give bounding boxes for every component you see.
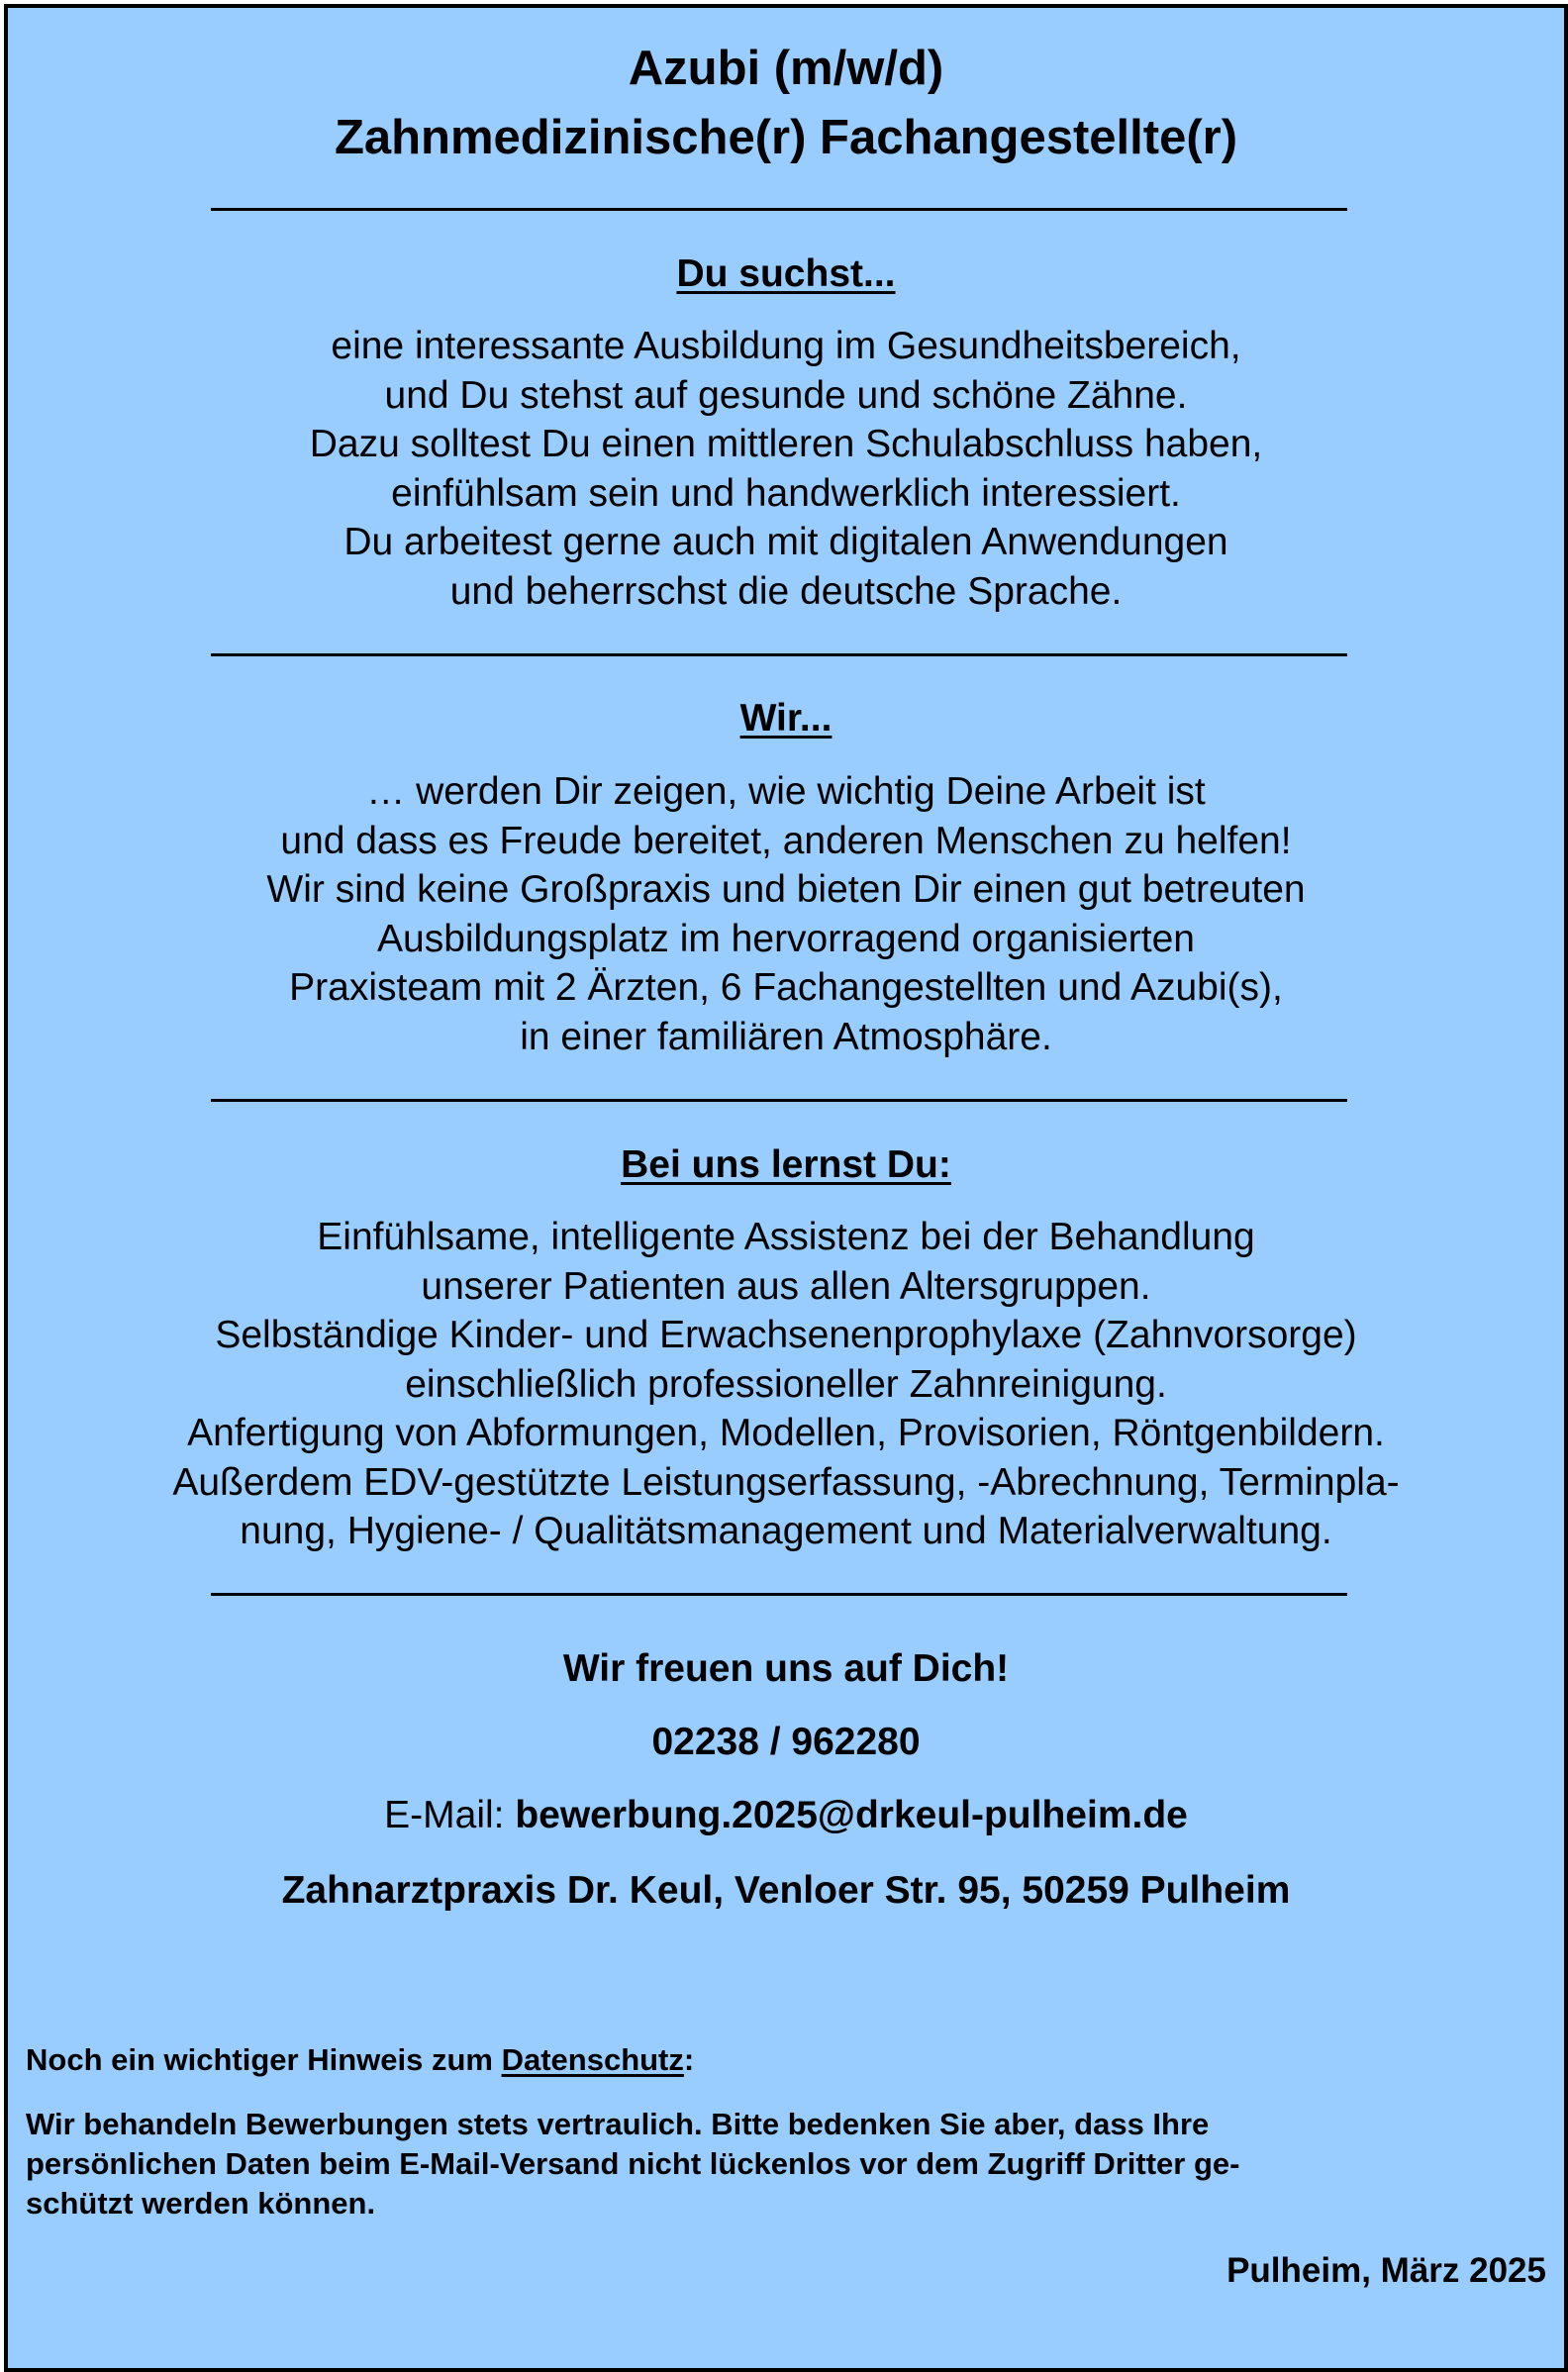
section-heading-learn: Bei uns lernst Du: bbox=[621, 1143, 951, 1186]
privacy-link: Datenschutz bbox=[501, 2042, 684, 2077]
section-heading-we: Wir... bbox=[739, 697, 833, 740]
text-line: … werden Dir zeigen, wie wichtig Deine Arbeit ist bbox=[366, 770, 1206, 813]
text-line: Selbständige Kinder- und Erwachsenenprophylaxe (Zahnvorsorge) bbox=[215, 1314, 1357, 1356]
divider-rule bbox=[211, 653, 1347, 656]
practice-address: Zahnarztpraxis Dr. Keul, Venloer Str. 95, 50259 Pulheim bbox=[281, 1869, 1291, 1912]
section-body-learn bbox=[8, 1213, 1564, 1556]
text-line: Ausbildungsplatz im hervorragend organisierten bbox=[377, 917, 1195, 960]
text-line: einfühlsam sein und handwerklich interessiert. bbox=[391, 471, 1181, 515]
divider-rule bbox=[211, 208, 1347, 211]
text-line: Wir sind keine Großpraxis und bieten Dir einen gut betreuten bbox=[266, 868, 1306, 911]
job-ad-page bbox=[4, 4, 1568, 2372]
text-line: Wir behandeln Bewerbungen stets vertraulich. Bitte bedenken Sie aber, dass Ihre bbox=[26, 2107, 1210, 2141]
section-body-search bbox=[8, 322, 1564, 616]
section-heading-search: Du suchst... bbox=[676, 252, 896, 295]
text-line: und dass es Freude bereitet, anderen Menschen zu helfen! bbox=[280, 819, 1292, 862]
email-line bbox=[8, 1791, 1564, 1840]
job-title bbox=[8, 34, 1564, 172]
text-line: Du arbeitest gerne auch mit digitalen Anwendungen bbox=[343, 521, 1228, 563]
privacy-colon: : bbox=[683, 2042, 695, 2077]
text-line: schützt werden können. bbox=[26, 2186, 376, 2221]
text-line: und beherrschst die deutsche Sprache. bbox=[449, 569, 1123, 613]
text-line: unserer Patienten aus allen Altersgruppen. bbox=[421, 1264, 1151, 1308]
text-line: Anfertigung von Abformungen, Modellen, Provisorien, Röntgenbildern. bbox=[187, 1412, 1385, 1454]
job-title-line1: Azubi (m/w/d) bbox=[628, 42, 944, 95]
closing-greeting: Wir freuen uns auf Dich! bbox=[562, 1647, 1010, 1690]
dateline: Pulheim, März 2025 bbox=[1226, 2251, 1546, 2290]
text-line: Einfühlsame, intelligente Assistenz bei der Behandlung bbox=[317, 1216, 1255, 1258]
text-line: Außerdem EDV-gestützte Leistungserfassung, -Abrechnung, Terminpla- bbox=[172, 1460, 1400, 1504]
text-line: nung, Hygiene- / Qualitätsmanagement und Materialverwaltung. bbox=[240, 1510, 1332, 1552]
privacy-body bbox=[26, 2105, 1540, 2224]
phone-number: 02238 / 962280 bbox=[651, 1721, 921, 1763]
divider-rule bbox=[211, 1099, 1347, 1102]
text-line: Dazu solltest Du einen mittleren Schulabschluss haben, bbox=[309, 423, 1263, 465]
text-line: und Du stehst auf gesunde und schöne Zähne. bbox=[384, 373, 1188, 417]
text-line: einschließlich professioneller Zahnreinigung. bbox=[405, 1362, 1167, 1406]
section-body-we bbox=[8, 767, 1564, 1061]
divider-dash bbox=[1331, 653, 1341, 656]
divider-rule bbox=[211, 1593, 1347, 1596]
email-label: E-Mail: bbox=[384, 1794, 516, 1836]
privacy-intro: Noch ein wichtiger Hinweis zum bbox=[26, 2042, 502, 2077]
job-title-line2: Zahnmedizinische(r) Fachangestellte(r) bbox=[334, 111, 1238, 164]
text-line: persönlichen Daten beim E-Mail-Versand nicht lückenlos vor dem Zugriff Dritter ge- bbox=[26, 2146, 1240, 2181]
privacy-heading bbox=[26, 2040, 1540, 2080]
email-address[interactable]: bewerbung.2025@drkeul-pulheim.de bbox=[515, 1794, 1188, 1836]
text-line: eine interessante Ausbildung im Gesundheitsbereich, bbox=[331, 325, 1241, 367]
text-line: Praxisteam mit 2 Ärzten, 6 Fachangestellten und Azubi(s), bbox=[289, 966, 1283, 1009]
text-line: in einer familiären Atmosphäre. bbox=[520, 1015, 1052, 1058]
